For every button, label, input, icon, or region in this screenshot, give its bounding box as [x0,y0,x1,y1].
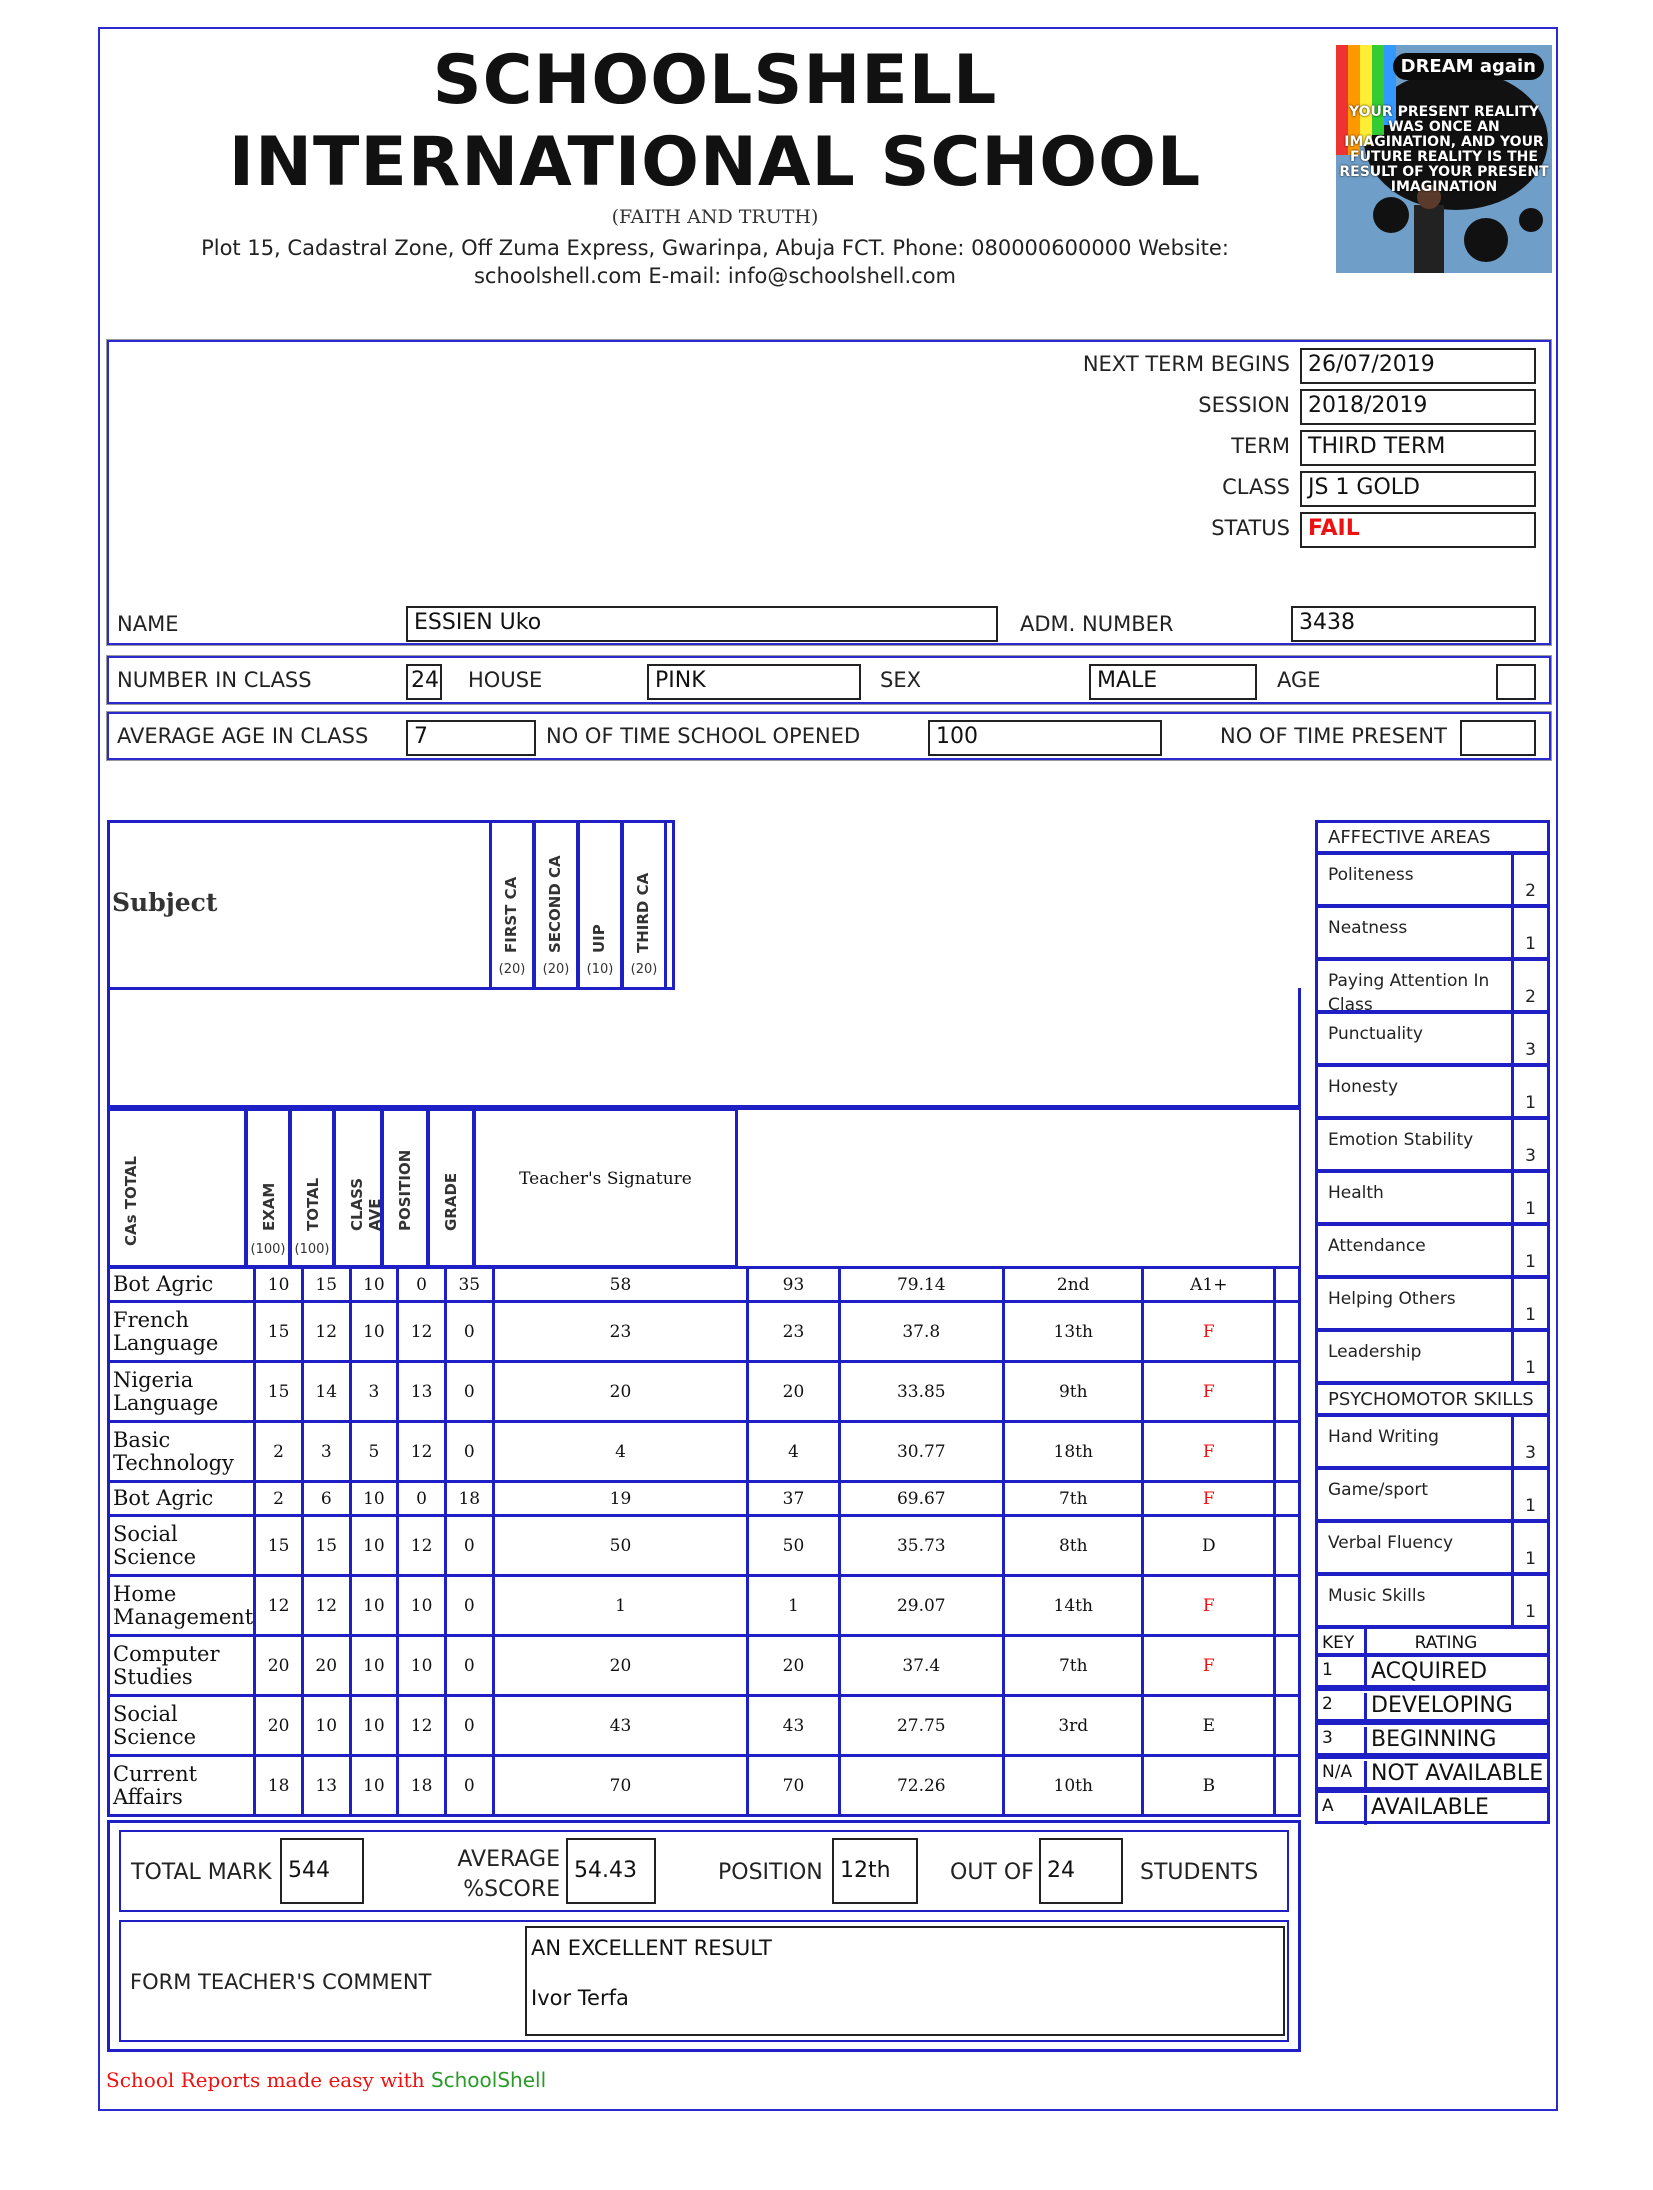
score-cell: 12 [255,1576,303,1636]
key-item [1315,1722,1550,1756]
score-cell: 18 [445,1482,493,1516]
school-motto: (FAITH AND TRUTH) [611,206,819,228]
key-code: 1 [1322,1660,1333,1680]
score-cell: 15 [255,1516,303,1576]
score-cell: 10th [1004,1756,1143,1816]
affective-item-name: Honesty [1328,1077,1399,1097]
empty-cell [1275,1422,1300,1482]
score-cell: 4 [748,1422,839,1482]
key-item [1315,1790,1550,1824]
score-header-cell [381,1108,429,1268]
score-cell: 37 [748,1482,839,1516]
score-cell: 4 [493,1422,748,1482]
score-header-cell [427,1108,475,1268]
average-age-field: 7 [406,720,536,756]
sex-label: SEX [880,668,921,692]
score-cell: D [1143,1516,1275,1576]
age-field [1496,664,1536,700]
average-score-field: 54.43 [566,1838,656,1904]
score-cell: 70 [493,1756,748,1816]
score-cell: 0 [445,1362,493,1422]
affective-item [1315,1223,1550,1278]
score-header-name: EXAM [260,1182,278,1231]
students-label: STUDENTS [1140,1860,1259,1885]
score-cell: 15 [255,1362,303,1422]
score-cell: 35 [445,1268,493,1302]
score-cell: 14 [302,1362,350,1422]
affective-item-value: 1 [1511,1279,1547,1328]
ca-header-cell [533,820,579,990]
number-in-class-field: 24 [406,664,442,700]
average-score-label: AVERAGE %SCORE [457,1847,560,1902]
score-cell: 3 [350,1362,398,1422]
score-cell: 19 [493,1482,748,1516]
score-cell: 58 [493,1268,748,1302]
table-row [109,1756,1300,1816]
subject-header: Subject [112,888,218,917]
key-meaning: NOT AVAILABLE [1364,1761,1543,1791]
house-label: HOUSE [468,668,543,692]
score-cell: 10 [398,1636,446,1696]
key-code: 3 [1322,1728,1333,1748]
score-cell: 2 [255,1482,303,1516]
psychomotor-item-name: Music Skills [1328,1586,1426,1606]
score-header-name: GRADE [442,1172,460,1231]
score-cell: 79.14 [839,1268,1004,1302]
key-item [1315,1756,1550,1790]
score-cell: 15 [302,1268,350,1302]
empty-cell [1275,1482,1300,1516]
score-cell: 10 [350,1576,398,1636]
affective-item-name: Politeness [1328,865,1414,885]
affective-item-value: 1 [1511,908,1547,957]
name-label: NAME [117,612,179,636]
key-meaning: AVAILABLE [1364,1795,1489,1825]
score-header-name: CLASS AVE [348,1177,384,1231]
affective-item-value: 2 [1511,961,1547,1010]
key-meaning: BEGINNING [1364,1727,1496,1757]
subject-name: Computer Studies [109,1636,255,1696]
term-info-value: 26/07/2019 [1300,348,1536,384]
affective-item-value: 1 [1511,1332,1547,1381]
affective-item-name: Paying Attention In Class [1328,971,1490,1015]
sex-field: MALE [1089,664,1257,700]
score-header-max: (100) [294,1242,330,1257]
total-mark-label: TOTAL MARK [131,1860,272,1885]
affective-item [1315,852,1550,907]
score-cell: 69.67 [839,1482,1004,1516]
empty-cell [1275,1636,1300,1696]
key-item [1315,1654,1550,1688]
ca-header-max: (10) [586,962,614,977]
score-cell: 27.75 [839,1696,1004,1756]
empty-cell [1275,1268,1300,1302]
score-cell: 1 [493,1576,748,1636]
affective-item-name: Helping Others [1328,1289,1456,1309]
term-info-value: JS 1 GOLD [1300,471,1536,507]
score-cell: 18 [255,1756,303,1816]
score-cell: 43 [748,1696,839,1756]
ca-header-name: THIRD CA [634,872,652,953]
table-row [109,1696,1300,1756]
logo-text: YOUR PRESENT REALITY WAS ONCE AN IMAGINATION, AND YOUR FUTURE REALITY IS THE RESULT OF YOUR PRESENT IMAGINATION [1339,104,1549,195]
score-cell: F [1143,1636,1275,1696]
score-cell: 20 [493,1362,748,1422]
times-present-field [1460,720,1536,756]
affective-item-value: 1 [1511,1067,1547,1116]
psychomotor-item-value: 1 [1511,1576,1547,1625]
score-cell: 20 [302,1636,350,1696]
ca-header-cell [577,820,623,990]
position-label: POSITION [718,1860,823,1885]
score-cell: 18th [1004,1422,1143,1482]
ca-header-name: FIRST CA [502,876,520,953]
table-row [109,1516,1300,1576]
score-cell: 10 [255,1268,303,1302]
table-row [109,1302,1300,1362]
key-item [1315,1688,1550,1722]
term-info-label: STATUS [1211,516,1290,540]
affective-item [1315,958,1550,1013]
score-cell: 0 [445,1576,493,1636]
score-cell: 14th [1004,1576,1143,1636]
subjects-table [107,1266,1301,1817]
psychomotor-item [1315,1414,1550,1469]
affective-item-value: 3 [1511,1120,1547,1169]
score-header-cell [289,1108,335,1268]
score-cell: 12 [398,1422,446,1482]
score-cell: 18 [398,1756,446,1816]
table-row [109,1636,1300,1696]
position-field: 12th [832,1838,918,1904]
affective-item [1315,1011,1550,1066]
ca-header-name: SECOND CA [546,855,564,953]
term-info-label: CLASS [1222,475,1290,499]
score-header-name: TOTAL [304,1177,322,1231]
score-cell: 13 [398,1362,446,1422]
score-cell: F [1143,1302,1275,1362]
score-cell: 20 [493,1636,748,1696]
score-cell: 0 [398,1482,446,1516]
score-cell: 30.77 [839,1422,1004,1482]
table-row [109,1362,1300,1422]
score-cell: 20 [255,1636,303,1696]
score-cell: 1 [748,1576,839,1636]
empty-cell [1275,1516,1300,1576]
psychomotor-item [1315,1520,1550,1575]
psychomotor-item-name: Verbal Fluency [1328,1533,1454,1553]
score-cell: 10 [350,1636,398,1696]
score-header-cell [107,1108,247,1268]
score-cell: 2nd [1004,1268,1143,1302]
psychomotor-item-value: 1 [1511,1523,1547,1572]
score-cell: 12 [398,1696,446,1756]
affective-item [1315,1170,1550,1225]
ca-header-max: (20) [542,962,570,977]
affective-item [1315,1276,1550,1331]
score-cell: 13 [302,1756,350,1816]
score-cell: 15 [255,1302,303,1362]
affective-item-value: 2 [1511,855,1547,904]
score-cell: B [1143,1756,1275,1816]
score-cell: 35.73 [839,1516,1004,1576]
ca-header-cell [621,820,667,990]
score-cell: 0 [445,1636,493,1696]
score-cell: 12 [302,1576,350,1636]
term-info-label: SESSION [1198,393,1290,417]
score-cell: 12 [398,1516,446,1576]
score-cell: 50 [493,1516,748,1576]
school-address: Plot 15, Cadastral Zone, Off Zuma Express, Gwarinpa, Abuja FCT. Phone: 080000600000 Website: schoolshell.com E-mail: info@schoolshell.com [201,236,1229,288]
score-cell: 7th [1004,1636,1143,1696]
out-of-field: 24 [1039,1838,1123,1904]
ca-header-name: UIP [590,924,608,953]
psychomotor-item [1315,1573,1550,1628]
affective-item-name: Attendance [1328,1236,1426,1256]
score-cell: 10 [398,1576,446,1636]
score-cell: 23 [493,1302,748,1362]
score-cell: 10 [350,1756,398,1816]
score-cell: 6 [302,1482,350,1516]
subject-name: Current Affairs [109,1756,255,1816]
form-teacher-comment-label: FORM TEACHER'S COMMENT [130,1970,432,1994]
key-meaning: DEVELOPING [1364,1693,1513,1723]
score-cell: 20 [255,1696,303,1756]
psychomotor-item [1315,1467,1550,1522]
score-cell: 3 [302,1422,350,1482]
affective-item-name: Emotion Stability [1328,1130,1474,1150]
score-header-cell [245,1108,291,1268]
affective-item-name: Leadership [1328,1342,1422,1362]
teacher-name: Ivor Terfa [531,1986,629,2010]
score-cell: 15 [302,1516,350,1576]
key-header [1315,1626,1550,1656]
score-cell: 20 [748,1636,839,1696]
ca-header-cell [489,820,535,990]
score-cell: 0 [398,1268,446,1302]
ca-header-max: (20) [498,962,526,977]
term-info-value: 2018/2019 [1300,389,1536,425]
total-mark-field: 544 [280,1838,364,1904]
score-cell: 10 [302,1696,350,1756]
age-label: AGE [1277,668,1321,692]
affective-item-name: Health [1328,1183,1384,1203]
subject-name: Nigeria Language [109,1362,255,1422]
key-code: A [1322,1796,1334,1816]
score-cell: 37.8 [839,1302,1004,1362]
score-cell: 2 [255,1422,303,1482]
table-row [109,1268,1300,1302]
affective-title: AFFECTIVE AREAS [1315,820,1550,854]
affective-item [1315,1064,1550,1119]
number-in-class-label: NUMBER IN CLASS [117,668,312,692]
score-cell: 72.26 [839,1756,1004,1816]
school-logo [1336,45,1552,273]
score-cell: 29.07 [839,1576,1004,1636]
subject-name: French Language [109,1302,255,1362]
affective-item [1315,1329,1550,1384]
footer-text: School Reports made easy with [106,2068,431,2092]
score-cell: 5 [350,1422,398,1482]
psychomotor-item-value: 1 [1511,1470,1547,1519]
key-meaning: ACQUIRED [1364,1659,1487,1689]
comment-text: AN EXCELLENT RESULT [531,1936,772,1960]
score-cell: E [1143,1696,1275,1756]
school-name: SCHOOLSHELL INTERNATIONAL SCHOOL [228,41,1202,202]
table-row [109,1576,1300,1636]
score-cell: 12 [302,1302,350,1362]
affective-item-value: 3 [1511,1014,1547,1063]
table-row [109,1482,1300,1516]
score-cell: 0 [445,1696,493,1756]
logo-brand: DREAM again [1393,53,1544,80]
score-cell: 23 [748,1302,839,1362]
score-cell: 7th [1004,1482,1143,1516]
score-cell: F [1143,1362,1275,1422]
score-cell: 70 [748,1756,839,1816]
footer-brand-link[interactable]: SchoolShell [430,2068,547,2092]
subject-name: Social Science [109,1516,255,1576]
score-cell: 37.4 [839,1636,1004,1696]
score-cell: F [1143,1422,1275,1482]
score-cell: 10 [350,1516,398,1576]
adm-number-field: 3438 [1291,606,1536,642]
house-field: PINK [647,664,861,700]
adm-label: ADM. NUMBER [1020,612,1174,636]
affective-item-value: 1 [1511,1226,1547,1275]
score-header-name: CAs TOTAL [122,1156,140,1246]
score-cell: 10 [350,1268,398,1302]
psychomotor-item-value: 3 [1511,1417,1547,1466]
score-cell: 10 [350,1696,398,1756]
affective-item [1315,1117,1550,1172]
subject-name: Home Management [109,1576,255,1636]
affective-item [1315,905,1550,960]
table-row [109,1422,1300,1482]
empty-cell [1275,1362,1300,1422]
subject-name: Basic Technology [109,1422,255,1482]
score-cell: 0 [445,1516,493,1576]
empty-cell [1275,1576,1300,1636]
psychomotor-item-name: Game/sport [1328,1480,1429,1500]
subject-name: Social Science [109,1696,255,1756]
student-name-field: ESSIEN Uko [406,606,998,642]
empty-cell [1275,1696,1300,1756]
score-cell: 50 [748,1516,839,1576]
score-cell: 10 [350,1302,398,1362]
out-of-label: OUT OF [950,1860,1034,1885]
empty-cell [1275,1756,1300,1816]
term-info-label: TERM [1231,434,1290,458]
key-label: KEY [1322,1633,1355,1653]
term-info-value: THIRD TERM [1300,430,1536,466]
times-present-label: NO OF TIME PRESENT [1220,724,1447,748]
times-opened-label: NO OF TIME SCHOOL OPENED [546,724,861,748]
term-info-label: NEXT TERM BEGINS [1082,352,1290,376]
term-info-value: FAIL [1300,512,1536,548]
psychomotor-item-name: Hand Writing [1328,1427,1439,1447]
subject-name: Bot Agric [109,1482,255,1516]
blank-block [107,988,1301,1108]
signature-header-cell [473,1108,738,1268]
score-cell: 0 [445,1756,493,1816]
score-cell: F [1143,1576,1275,1636]
score-cell: 8th [1004,1516,1143,1576]
score-cell: 33.85 [839,1362,1004,1422]
affective-item-value: 1 [1511,1173,1547,1222]
key-code: 2 [1322,1694,1333,1714]
score-cell: 9th [1004,1362,1143,1422]
rating-label: RATING [1364,1629,1521,1659]
score-cell: 10 [350,1482,398,1516]
score-header-cell [333,1108,383,1268]
score-cell: 20 [748,1362,839,1422]
average-age-label: AVERAGE AGE IN CLASS [117,724,369,748]
score-cell: 13th [1004,1302,1143,1362]
psychomotor-title: PSYCHOMOTOR SKILLS [1315,1382,1550,1416]
score-cell: 0 [445,1422,493,1482]
score-cell: 0 [445,1302,493,1362]
times-opened-field: 100 [928,720,1162,756]
score-header-max: (100) [250,1242,286,1257]
score-header-name: POSITION [396,1149,414,1231]
footer [106,2068,546,2092]
empty-cell [1275,1302,1300,1362]
score-cell: 43 [493,1696,748,1756]
comment-box [525,1926,1285,2036]
score-cell: 12 [398,1302,446,1362]
ca-header-max: (20) [630,962,658,977]
affective-item-name: Punctuality [1328,1024,1423,1044]
score-cell: 93 [748,1268,839,1302]
subject-name: Bot Agric [109,1268,255,1302]
score-cell: 3rd [1004,1696,1143,1756]
signature-header: Teacher's Signature [519,1169,692,1189]
score-cell: A1+ [1143,1268,1275,1302]
blank-header-cell [736,1108,1301,1268]
score-cell: F [1143,1482,1275,1516]
affective-item-name: Neatness [1328,918,1408,938]
key-code: N/A [1322,1762,1353,1782]
